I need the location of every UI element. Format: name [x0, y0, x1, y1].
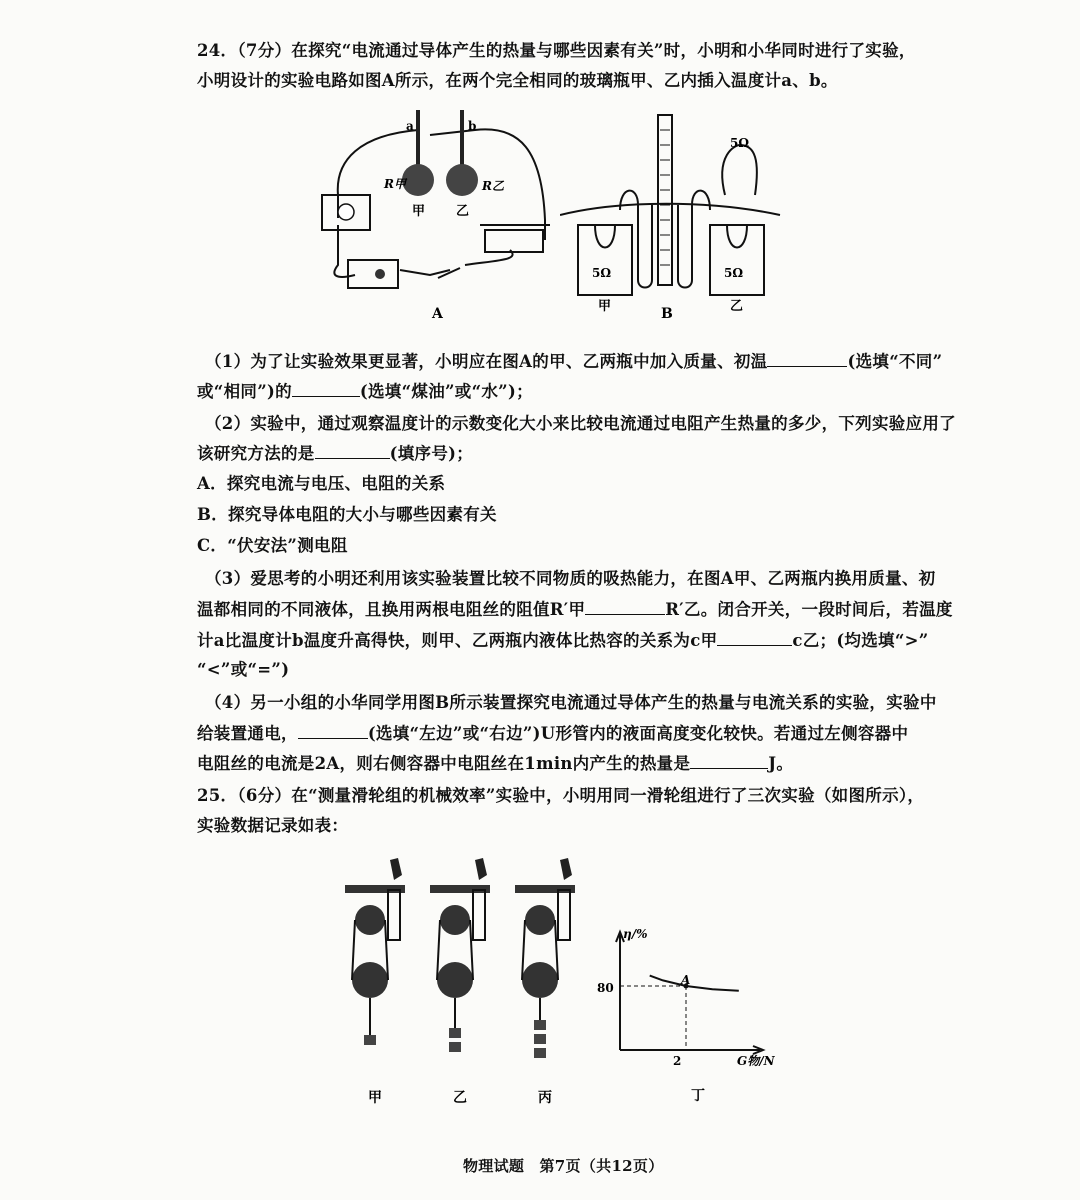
page-footer: 物理试题 第7页（共12页） [463, 1157, 664, 1175]
weight-block [364, 1035, 376, 1045]
efficiency-curve [650, 976, 739, 991]
fixed-pulley [355, 905, 385, 935]
q24-p1-text-b: (选填“不同” [847, 352, 943, 371]
q24-p3-text-d: 计a比温度计b温度升高得快，则甲、乙两瓶内液体比热容的关系为c甲 [197, 631, 718, 650]
hand-icon [560, 858, 572, 880]
q24-p2-text-c: (填序号)； [389, 444, 474, 463]
bottle-jia [402, 164, 434, 196]
q24-p4-cont1 [197, 722, 908, 745]
label-b: b [468, 119, 477, 133]
x-axis-label: G物/N [737, 1054, 775, 1068]
rheostat [485, 230, 543, 252]
fixed-pulley [525, 905, 555, 935]
weight-block [449, 1042, 461, 1052]
weight-block [449, 1028, 461, 1038]
spring-scale [558, 890, 570, 940]
label-r-jia: R甲 [384, 177, 406, 191]
resistor-right [727, 225, 747, 248]
q24-line2: 小明设计的实验电路如图A所示，在两个完全相同的玻璃瓶甲、乙内插入温度计a、b。 [197, 71, 838, 90]
y-axis-label: η/% [623, 927, 648, 941]
q24-p1-cont [197, 380, 533, 403]
thermometer-b [460, 110, 464, 165]
figure-b-label: B [661, 306, 673, 320]
q24-p2-text-b: 该研究方法的是 [197, 444, 315, 463]
label-fig-yi: 乙 [453, 1090, 467, 1106]
container-yi [710, 225, 764, 295]
q24-p1-text-a: （1）为了让实验效果更显著，小明应在图A的甲、乙两瓶中加入质量、初温 [205, 352, 768, 371]
scale-ruler [658, 115, 672, 285]
q24-p1 [205, 350, 942, 373]
pulley-setup-jia [345, 858, 405, 1045]
q24-p1-text-c: 或“相同”)的 [197, 382, 292, 401]
q24-p3-text-b: 温都相同的不同液体，且换用两根电阻丝的阻值R′甲 [197, 600, 586, 619]
fixed-pulley [440, 905, 470, 935]
figure-a-label: A [432, 306, 443, 322]
container-jia [578, 225, 632, 295]
label-yi: 乙 [456, 204, 470, 219]
figure-b-apparatus [560, 105, 790, 320]
q25-line1: 25．（6分）在“测量滑轮组的机械效率”实验中，小明用同一滑轮组进行了三次实验（如图所示）， [197, 786, 925, 805]
spring-scale [388, 890, 400, 940]
figure-a-circuit [320, 100, 560, 325]
pulley-figures [340, 850, 590, 1110]
q24-p3-cont3: “<”或“=”) [197, 660, 290, 679]
wire-left [334, 225, 355, 277]
q24-p3-text-c: R′乙。闭合开关，一段时间后，若温度 [665, 600, 953, 619]
blank-2-method[interactable] [315, 442, 390, 459]
efficiency-graph [595, 920, 785, 1115]
label-jia: 甲 [412, 204, 426, 219]
label-fig-ding: 丁 [691, 1088, 705, 1104]
q24-p1-text-d: (选填“煤油”或“水”)； [359, 382, 533, 401]
option-c: C．“伏安法”测电阻 [197, 536, 348, 555]
q24-p2: （2）实验中，通过观察温度计的示数变化大小来比较电流通过电阻产生热量的多少，下列实验应用了 [205, 414, 956, 433]
label-5ohm-right: 5Ω [724, 266, 744, 280]
movable-pulley [522, 962, 558, 998]
q24-p4-cont2 [197, 752, 793, 775]
weight-block [534, 1034, 546, 1044]
movable-pulley [352, 962, 388, 998]
hand-icon [475, 858, 487, 880]
label-a: a [406, 119, 414, 133]
q24-p4-text-b: 给装置通电， [197, 724, 298, 743]
option-b: B．探究导体电阻的大小与哪些因素有关 [197, 505, 497, 524]
q24-p2-cont [197, 442, 473, 465]
q24-line1: 24．（7分）在探究“电流通过导体产生的热量与哪些因素有关”时，小明和小华同时进行了实验， [197, 41, 916, 60]
label-5ohm-left: 5Ω [592, 266, 612, 280]
label-fig-bing: 丙 [538, 1090, 552, 1106]
resistor-top-loop [722, 145, 757, 195]
label-jia-b: 甲 [598, 299, 612, 314]
point-a-label: A [681, 973, 691, 987]
q24-p4-text-d: 电阻丝的电流是2A，则右侧容器中电阻丝在1min内产生的热量是 [197, 754, 691, 773]
q24-p4: （4）另一小组的小华同学用图B所示装置探究电流通过导体产生的热量与电流关系的实验，实验中 [205, 693, 937, 712]
movable-pulley [437, 962, 473, 998]
y-tick-80: 80 [597, 981, 614, 995]
blank-3-specific-heat[interactable] [717, 629, 792, 646]
wire-bottom [400, 270, 450, 275]
pulley-setup-bing [515, 858, 575, 1058]
option-a: A．探究电流与电压、电阻的关系 [197, 474, 446, 493]
q24-p4-text-e: J。 [768, 754, 794, 773]
resistor-left [595, 225, 615, 248]
label-yi-b: 乙 [730, 299, 744, 314]
label-5ohm-top: 5Ω [730, 136, 750, 150]
weight-block [534, 1048, 546, 1058]
power-supply [348, 260, 398, 288]
blank-1-liquid[interactable] [292, 380, 360, 397]
q24-p3-text-e: c乙；(均选填“>” [792, 631, 929, 650]
q24-p3: （3）爱思考的小明还利用该实验装置比较不同物质的吸热能力，在图A甲、乙两瓶内换用质量、初 [205, 569, 936, 588]
label-fig-jia: 甲 [368, 1090, 382, 1106]
hand-icon [390, 858, 402, 880]
q24-p3-cont2 [197, 629, 929, 652]
bottle-yi [446, 164, 478, 196]
q25-line2: 实验数据记录如表： [197, 816, 349, 835]
blank-1-initial-temp[interactable] [767, 350, 847, 367]
q24-p3-cont1 [197, 598, 953, 621]
blank-4-side[interactable] [298, 722, 368, 739]
weight-block [534, 1020, 546, 1030]
thermometer-a [416, 110, 420, 165]
q24-p4-text-c: (选填“左边”或“右边”)U形管内的液面高度变化较快。若通过左侧容器中 [367, 724, 909, 743]
blank-4-heat[interactable] [690, 752, 768, 769]
spring-scale [473, 890, 485, 940]
pulley-setup-yi [430, 858, 490, 1052]
x-tick-2: 2 [673, 1054, 682, 1068]
blank-3-resistance[interactable] [585, 598, 665, 615]
label-r-yi: R乙 [482, 179, 504, 193]
